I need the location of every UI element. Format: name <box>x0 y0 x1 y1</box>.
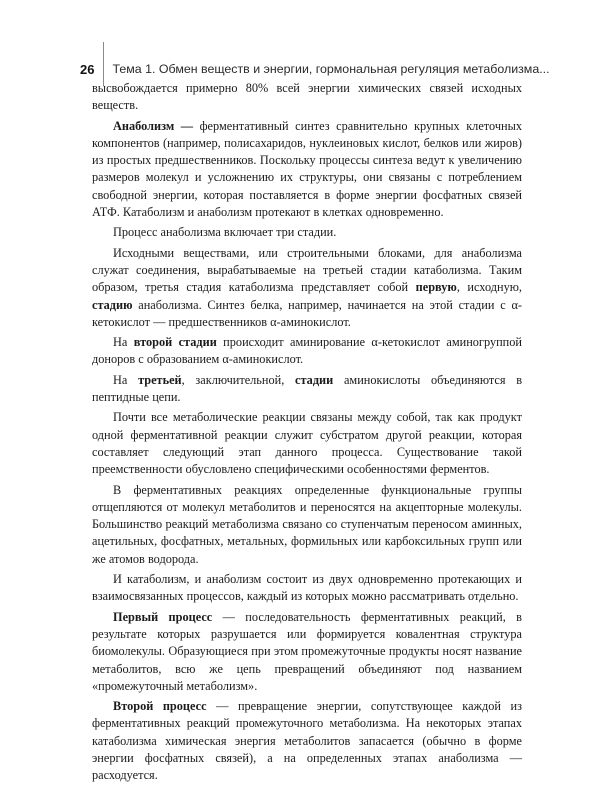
text-run: В ферментативных реакциях определенные функциональные группы отщепляются от молекул метаболитов и переносятся на акцепторные молекулы. Большинство реакций метаболизма связано со ступенчатым переносом аминных, ацетильных, фосфатных, метальных, формильных или карбоксильных групп или же атомов водорода. <box>92 482 522 566</box>
text-run: Почти все метаболические реакции связаны между собой, так как продукт одной ферментативной реакции служит субстратом другой реакции, которая составляет следующий этап данного процесса. Существование такой преемственности обусловлено специфическими особенностями ферментов. <box>92 410 522 477</box>
paragraph-second-stage <box>92 334 522 369</box>
paragraph-functional-groups <box>92 482 522 568</box>
text-run: , исходную, <box>456 280 522 295</box>
bold-term: второй стадии <box>133 335 217 350</box>
page-header <box>80 60 550 78</box>
paragraph-second-process <box>92 698 522 784</box>
paragraph-continuation <box>92 80 522 115</box>
paragraph-building-blocks <box>92 245 522 331</box>
paragraph-two-processes <box>92 571 522 606</box>
text-run: На <box>113 372 139 387</box>
paragraph-first-process <box>92 609 522 695</box>
text-run: аминокислоты объединяются в пептидные цепи. <box>92 372 523 405</box>
paragraph-reactions-linked <box>92 409 522 478</box>
text-run: — последовательность ферментативных реакций, в результате которых разрушается или формируется ковалентная структура биомолекулы. Образующиеся при этом промежуточные продукты носят название метаболитов, всю же цепь превращений объединяют под названием «промежуточный метаболизм». <box>92 609 522 693</box>
bold-term: третьей <box>138 372 182 387</box>
text-run: происходит аминирование α-кетокислот аминогруппой доноров с образованием α-аминокислот. <box>92 335 522 367</box>
text-run: — превращение энергии, сопутствующее каждой из ферментативных реакций промежуточного метаболизма. На некоторых этапах катаболизма химическая энергия метаболитов запасается (обычно в форме энергии фосфатных связей), а на определенных этапах анаболизма — расходуется. <box>92 699 522 783</box>
bold-term: стадии <box>295 372 334 387</box>
text-run: , заключительной, <box>181 372 296 387</box>
text-run: ферментативный синтез сравнительно крупных клеточных компонентов (например, полисахаридов, нуклеиновых кислот, белков или жиров) из простых предшественников. Поскольку процессы синтеза ведут к увеличению размеров молекул и усложнению их структуры, они связаны с потреблением свободной энергии, которая поставляется в форме энергии фосфатных связей АТФ. Катаболизм и анаболизм протекают в клетках одновременно. <box>92 118 522 220</box>
text-run: высвобождается примерно 80% всей энергии химических связей исходных веществ. <box>92 81 522 113</box>
text-run: И катаболизм, и анаболизм состоит из двух одновременно протекающих и взаимосвязанных процессов, каждый из которых можно рассматривать отдельно. <box>92 572 522 604</box>
paragraph-third-stage <box>92 372 522 407</box>
bold-term: Первый процесс <box>113 609 213 624</box>
page-number: 26 <box>80 61 95 77</box>
text-run: анаболизма. Синтез белка, например, начинается на этой стадии с α-кетокислот — предшественников α-аминокислот. <box>92 297 522 329</box>
bold-term: стадию <box>92 297 133 312</box>
bold-term: первую <box>415 280 457 295</box>
bold-term: Второй процесс <box>113 699 207 714</box>
running-title: Тема 1. Обмен веществ и энергии, гормональная регуляция метаболизма... <box>112 62 550 76</box>
text-run: Исходными веществами, или строительными блоками, для анаболизма служат соединения, вырабатываемые на третьей стадии катаболизма. Таким образом, третья стадия катаболизма представляет собой <box>92 245 522 295</box>
paragraph-anabolism-stages <box>92 224 522 241</box>
text-run: На <box>113 335 134 350</box>
page-body-text <box>92 80 522 788</box>
paragraph-anabolism-definition <box>92 118 522 222</box>
bold-term: Анаболизм — <box>113 118 194 133</box>
text-run: Процесс анаболизма включает три стадии. <box>113 225 337 240</box>
